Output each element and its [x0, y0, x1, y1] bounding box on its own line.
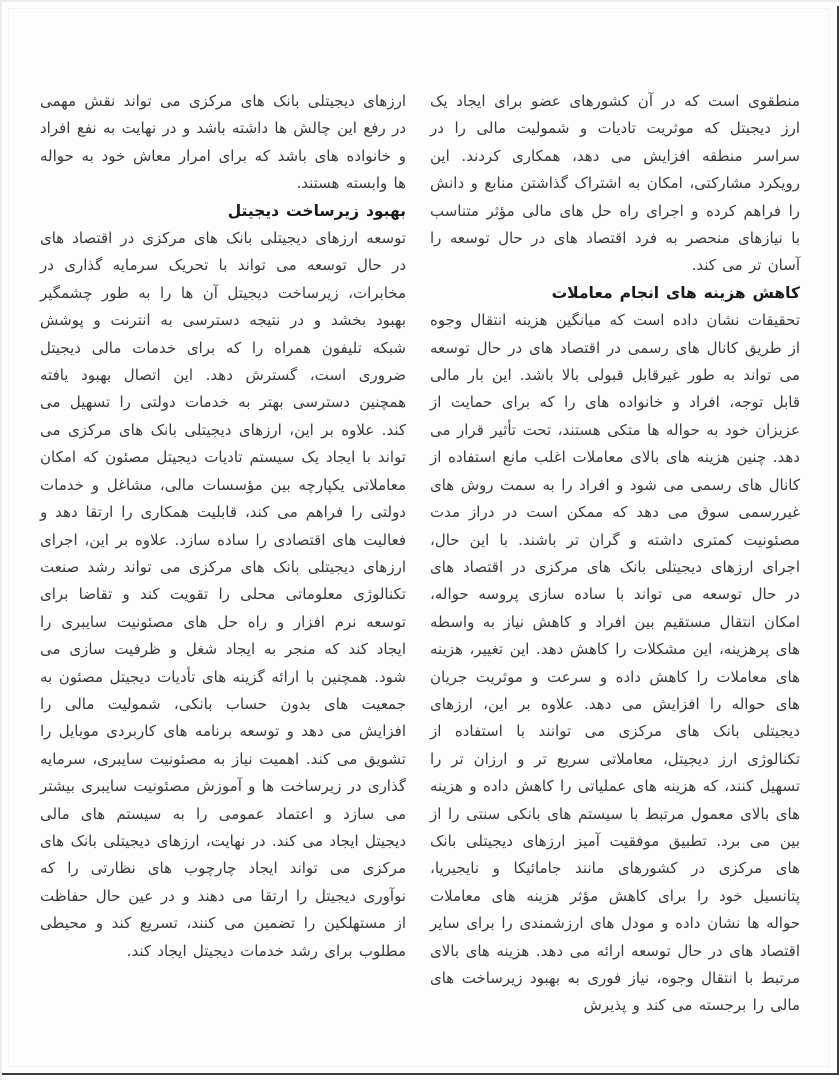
text-column-right [430, 88, 800, 1020]
paragraph-cbdc-role-continuation: ارزهای دیجیتلی بانک های مرکزی می تواند نقش مهمی در رفع این چالش ها داشته باشد و در نهایت به نفع افراد و خانواده های باشد که برای امرار معاش خود به حواله ها وابسته هستند. [40, 92, 406, 193]
paragraph-digital-infrastructure: توسعه ارزهای دیجیتلی بانک های مرکزی در اقتصاد های در حال توسعه می تواند با تحریک سرمایه گذاری در مخابرات، زیرساخت دیجیتل آن ها را به طور چشمگیر بهبود بخشد و در نتیجه دسترسی به انترنت و پوشش شبکه تلیفون همراه را که برای خدمات مالی دیجیتل ضروری است، گسترش دهد. این اتصال بهبود یافته همچنین دسترسی بهتر به خدمات دولتی را تسهیل می کند. علاوه بر این، ارزهای دیجیتلی بانک های مرکزی می تواند با ایجاد یک سیستم تادیات دیجیتل مصئون که امکان معاملاتی یکپارچه بین مؤسسات مالی، مشاغل و خدمات دولتی را فراهم می کند، قابلیت همکاری را ارتقا دهد و فعالیت های اقتصادی را ساده سازد. علاوه بر این، اجرای ارزهای دیجیتلی بانک های مرکزی می تواند رشد صنعت تکنالوژی معلوماتی محلی را تقویت کند و تقاضا برای توسعه نرم افزار و راه حل های مصئونیت سایبری را ایجاد کند که منجر به ایجاد شغل و ظرفیت سازی می شود. همچنین با ارائه گزینه های تأدیات دیجیتل مصئون به جمعیت های بدون حساب بانکی، شمولیت مالی را افزایش می دهد و توسعه برنامه های کاربردی موبایل را تشویق می کند. اهمیت نیاز به مصئونیت سایبری، سرمایه گذاری در زیرساخت ها و آموزش مصئونیت سایبری بیشتر می سازد و اعتماد عمومی را به سیستم های مالی دیجیتل ایجاد می کند. در نهایت، ارزهای دیجیتلی بانک های مرکزی می تواند ایجاد چارچوب های نظارتی را که نوآوری دیجیتل را ارتقا می دهند و در عین حال حفاظت از مستهلکین را تضمین می کنند، تسریع کند و محیطی مطلوب برای رشد خدمات دیجیتل ایجاد کند. [40, 229, 406, 960]
scan-edge-bottom [2, 1073, 839, 1075]
page-edge-left [0, 0, 2, 1080]
paragraph-transaction-costs: تحقیقات نشان داده است که میانگین هزینه انتقال وجوه از طریق کانال های رسمی در اقتصاد های در حال توسعه می تواند به طور غیرقابل قبولی بالا باشد. این بار مالی قابل توجه، افراد و خانواده های را که برای حمایت از عزیزان خود به حواله ها متکی هستند، تحت تأثیر قرار می دهد. چنین هزینه های بالای معاملات اغلب مانع استفاده از کانال های رسمی می شود و افراد را به سمت روش های غیررسمی سوق می دهد که ممکن است در دراز مدت مصئونیت کمتری داشته و گران تر باشند. با این حال، اجرای ارزهای دیجیتلی بانک های مرکزی در اقتصاد های در حال توسعه می تواند با ساده سازی پروسه حواله، امکان انتقال مستقیم بین افراد و کاهش نیاز به واسطه های پرهزینه، این مشکلات را کاهش دهد. این تغییر، هزینه های معاملات را کاهش داده و سرعت و موثریت جریان های حواله را افزایش می دهد. علاوه بر این، ارزهای دیجیتلی بانک های مرکزی می توانند با استفاده از تکنالوژی ارز دیجیتل، معاملاتی سریع تر و ارزان تر را تسهیل کنند، که هزینه های عملیاتی را کاهش داده و هزینه های بالای معمول مرتبط با سیستم های بانکی سنتی را از بین می برد. تطبیق موفقیت آمیز ارزهای دیجیتلی بانک های مرکزی در کشورهای مانند جامائیکا و نایجیریا، پتانسیل خود را برای کاهش مؤثر هزینه های معاملات حواله ها نشان داده و مودل های ارزشمندی را برای سایر اقتصاد های در حال توسعه ارائه می دهد. هزینه های بالای مرتبط با انتقال وجوه، نیاز فوری به بهبود زیرساخت های مالی را برجسته می کند و پذیرش [430, 311, 800, 1015]
scan-edge-right [837, 6, 839, 1075]
section-heading-digital-infrastructure: بهبود زیرساخت دیجیتل [227, 201, 406, 220]
page-edge-top [0, 0, 840, 2]
text-column-left [40, 88, 406, 965]
section-heading-transaction-costs: کاهش هزینه های انجام معاملات [551, 283, 800, 302]
paragraph-regional-cooperation: منطقوی است که در آن کشورهای عضو برای ایجاد یک ارز دیجیتل که موثریت تادیات و شمولیت مالی را در سراسر منطقه افزایش می دهد، همکاری کردند. این رویکرد مشارکتی، امکان به اشتراک گذاشتن منابع و دانش را فراهم کرده و اجرای راه حل های مالی مؤثر متناسب با نیازهای منحصر به فرد اقتصاد های در حال توسعه را آسان تر می کند. [430, 92, 800, 275]
